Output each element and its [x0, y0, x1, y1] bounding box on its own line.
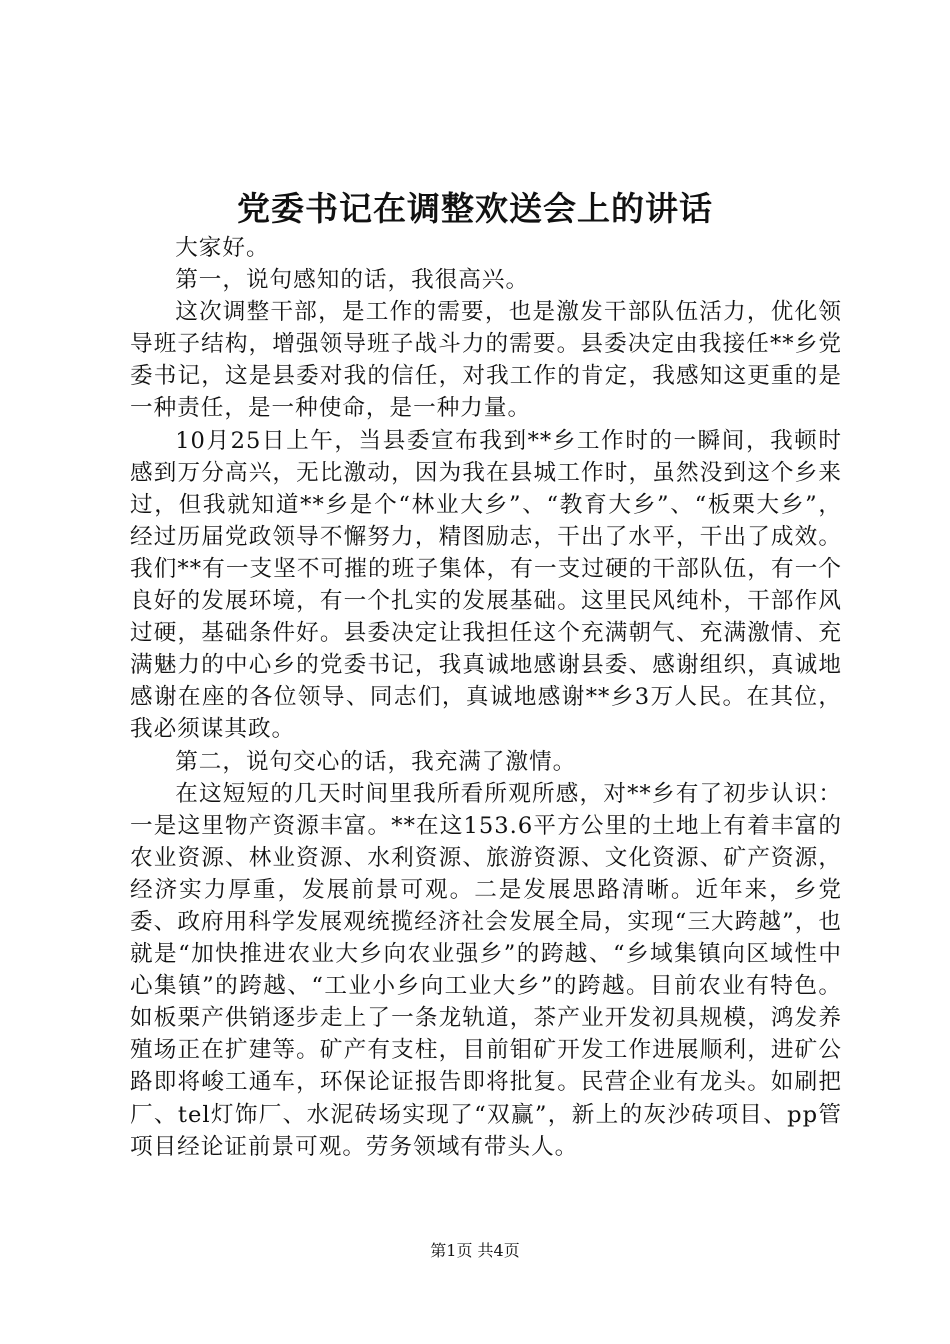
- paragraph-second-point: 第二，说句交心的话，我充满了激情。: [175, 748, 577, 775]
- document-body: [130, 232, 842, 1163]
- paragraph-greeting: 大家好。: [175, 235, 270, 261]
- paragraph-first-point: 第一，说句感知的话，我很高兴。: [175, 267, 530, 294]
- paragraph-oct-25: 10月25日上午，当县委宣布我到**乡工作时的一瞬间，我顿时感到万分高兴，无比激动，因为我在县城工作时，虽然没到这个乡来过，但我就知道**乡是个“林业大乡”、“教育大乡”、“板栗大乡”，经过历届党政领导不懈努力，精图励志，干出了水平，干出了成效。我们**有一支坚不可摧的班子集体，有一支过硬的干部队伍，有一个良好的发展环境，有一个扎实的发展基础。这里民风纯朴，干部作风过硬，基础条件好。县委决定让我担任这个充满朝气、充满激情、充满魅力的中心乡的党委书记，我真诚地感谢县委、感谢组织，真诚地感谢在座的各位领导、同志们，真诚地感谢**乡3万人民。在其位，我必须谋其政。: [130, 427, 842, 743]
- paragraph-observations: 在这短短的几天时间里我所看所观所感，对**乡有了初步认识：一是这里物产资源丰富。**在这153.6平方公里的土地上有着丰富的农业资源、林业资源、水利资源、旅游资源、文化资源、矿产资源，经济实力厚重，发展前景可观。二是发展思路清晰。近年来，乡党委、政府用科学发展观统揽经济社会发展全局，实现“三大跨越”，也就是“加快推进农业大乡向农业强乡”的跨越、“乡域集镇向区域性中心集镇”的跨越、“工业小乡向工业大乡”的跨越。目前农业有特色。如板栗产供销逐步走上了一条龙轨道，茶产业开发初具规模，鸿发养殖场正在扩建等。矿产有支柱，目前钼矿开发工作进展顺利，进矿公路即将峻工通车，环保论证报告即将批复。民营企业有龙头。如刷把厂、tel灯饰厂、水泥砖场实现了“双赢”，新上的灰沙砖项目、pp管项目经论证前景可观。劳务领域有带头人。: [130, 780, 842, 1160]
- page-footer: 第1页 共4页: [430, 1241, 520, 1260]
- paragraph-adjustment: 这次调整干部，是工作的需要，也是激发干部队伍活力，优化领导班子结构，增强领导班子战斗力的需要。县委决定由我接任**乡党委书记，这是县委对我的信任，对我工作的肯定，我感知这更重的是一种责任，是一种使命，是一种力量。: [130, 299, 842, 422]
- document-title: 党委书记在调整欢送会上的讲话: [237, 189, 713, 228]
